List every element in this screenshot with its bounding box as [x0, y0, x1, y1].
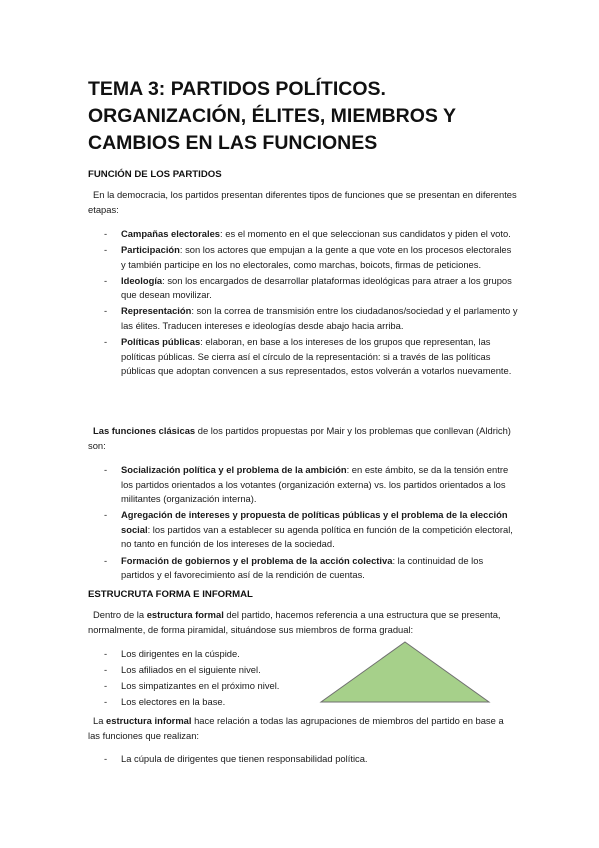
classic-intro	[88, 424, 518, 453]
item-term: Ideología	[121, 274, 163, 286]
informal-intro-term: estructura informal	[106, 715, 192, 726]
dash-bullet: -	[104, 753, 108, 764]
dash-bullet: -	[104, 664, 108, 676]
list-item	[88, 679, 318, 694]
dash-bullet: -	[104, 680, 108, 692]
page-title: TEMA 3: PARTIDOS POLÍTICOS. ORGANIZACIÓN, ÉLITES, MIEMBROS Y CAMBIOS EN LAS FUNCIONES	[88, 78, 456, 154]
level-text: Los afiliados en el siguiente nivel.	[121, 664, 261, 676]
pyramid-levels-list	[88, 647, 318, 711]
list-item	[88, 304, 518, 333]
dash-bullet: -	[104, 244, 108, 256]
level-text: Los dirigentes en la cúspide.	[121, 648, 240, 659]
classic-functions-list	[88, 463, 518, 584]
section-heading-estructura: ESTRUCRUTA FORMA E INFORMAL	[88, 589, 253, 600]
dash-bullet: -	[104, 696, 108, 708]
item-term: Agregación de intereses y propuesta de políticas públicas y el problema de la elección social	[121, 509, 508, 535]
classic-intro-text: de los partidos propuestas por Mair y los problemas que conllevan (Aldrich) son:	[88, 425, 511, 451]
informal-intro-pre: La	[93, 715, 107, 726]
list-item	[88, 463, 518, 507]
formal-structure-intro	[88, 608, 518, 637]
pyramid-diagram	[319, 640, 491, 704]
dash-bullet: -	[104, 464, 108, 475]
list-item	[88, 274, 518, 303]
list-item	[88, 695, 318, 710]
informal-structure-intro	[88, 714, 518, 743]
item-term: Representación	[121, 305, 192, 317]
informal-list	[88, 752, 518, 768]
level-text: Los electores en la base.	[121, 696, 226, 708]
pyramid-shape	[321, 642, 489, 702]
dash-bullet: -	[104, 554, 108, 566]
informal-intro-post: hace relación a todas las agrupaciones de miembros del partido en base a las funciones que realizan:	[88, 715, 504, 741]
formal-intro-term: estructura formal	[146, 609, 224, 620]
item-text: : los partidos van a establecer su agenda política en función de la competición electoral, no tanto en función de los intereses de la sociedad.	[121, 523, 513, 550]
level-text: Los simpatizantes en el próximo nivel.	[121, 680, 280, 692]
item-term: Campañas electorales	[121, 228, 221, 239]
item-text: : son la correa de transmisión entre los ciudadanos/sociedad y el parlamento y las élites. Traducen intereses e ideologías desde abajo hacia arriba.	[121, 305, 518, 332]
section-heading-funcion: FUNCIÓN DE LOS PARTIDOS	[88, 169, 222, 180]
dash-bullet: -	[104, 509, 108, 521]
list-item	[88, 752, 518, 767]
formal-intro-post: del partido, hacemos referencia a una estructura que se presenta, normalmente, de forma piramidal, situándose sus miembros de forma gradual:	[88, 609, 501, 635]
list-item	[88, 335, 518, 379]
item-text: La cúpula de dirigentes que tienen responsabilidad política.	[121, 753, 368, 764]
list-item	[88, 663, 318, 678]
list-item	[88, 554, 518, 583]
item-text: : es el momento en el que seleccionan sus candidatos y piden el voto.	[220, 228, 511, 239]
item-text: : son los encargados de desarrollar plataformas ideológicas para atraer a los grupos que desean movilizar.	[121, 274, 512, 301]
item-text: : la continuidad de los partidos y el favorecimiento así de la rendición de cuentas.	[121, 554, 484, 581]
item-term: Formación de gobiernos y el problema de la acción colectiva	[121, 554, 393, 566]
item-term: Participación	[121, 244, 180, 256]
list-item	[88, 227, 518, 242]
item-term: Socialización política y el problema de la ambición	[121, 464, 347, 475]
section1-intro-text: En la democracia, los partidos presentan diferentes tipos de funciones que se presentan en diferentes etapas:	[88, 189, 517, 215]
item-term: Políticas públicas	[121, 336, 201, 348]
formal-intro-pre: Dentro de la	[93, 609, 147, 620]
dash-bullet: -	[104, 336, 108, 348]
list-item	[88, 508, 518, 552]
dash-bullet: -	[104, 648, 108, 659]
list-item	[88, 243, 518, 272]
dash-bullet: -	[104, 274, 108, 286]
classic-intro-term: Las funciones clásicas	[93, 425, 196, 436]
functions-list	[88, 227, 518, 380]
list-item	[88, 647, 318, 662]
section1-intro	[88, 188, 518, 217]
dash-bullet: -	[104, 228, 108, 239]
item-text: : son los actores que empujan a la gente a que vote en los procesos electorales y también participe en los no electorales, como marchas, boicots, firmas de peticiones.	[121, 244, 512, 270]
dash-bullet: -	[104, 305, 108, 317]
item-text: : en este ámbito, se da la tensión entre los partidos orientados a los votantes (organización externa) vs. los partidos orientados a los militantes (organización interna).	[121, 464, 509, 505]
item-text: : elaboran, en base a los intereses de los grupos que representan, las políticas públicas. Se cierra así el círculo de la representación: si a través de las políticas públicas que adoptan convencen a sus representados, estos volverán a votarlos nuevamente.	[121, 336, 512, 377]
